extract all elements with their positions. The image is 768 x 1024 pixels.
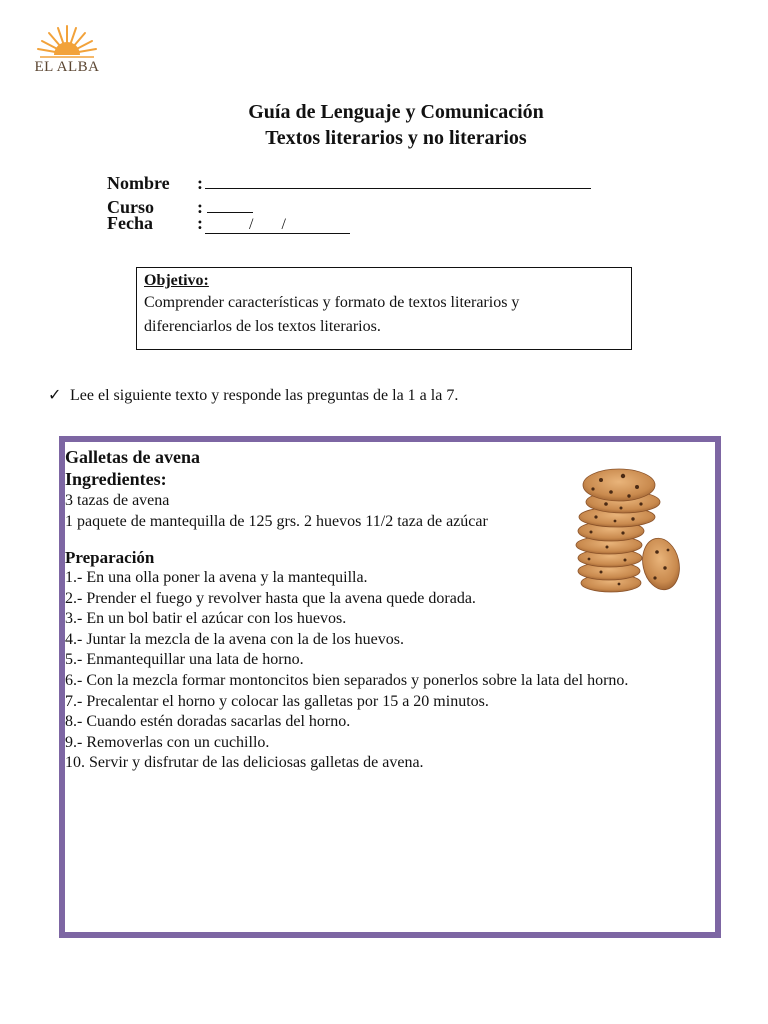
page-subtitle: Textos literarios y no literarios xyxy=(265,127,527,149)
step-item: 6.- Con la mezcla formar montoncitos bien separados y ponerlos sobre la lata del horno. xyxy=(65,671,629,689)
date-label: Fecha xyxy=(107,213,153,233)
objective-line-1: Comprender características y formato de textos literarios y xyxy=(144,294,520,311)
objective-line-2: diferenciarlos de los textos literarios. xyxy=(144,318,381,335)
step-item: 7.- Precalentar el horno y colocar las galletas por 15 a 20 minutos. xyxy=(65,692,489,710)
checkmark-icon: ✓ xyxy=(48,387,62,404)
step-item: 10. Servir y disfrutar de las deliciosas galletas de avena. xyxy=(65,754,424,772)
ingredients-heading: Ingredientes: xyxy=(65,469,167,489)
course-blank-line[interactable] xyxy=(207,196,253,213)
step-item: 9.- Removerlas con un cuchillo. xyxy=(65,733,270,751)
sunrise-icon xyxy=(34,24,100,60)
name-blank-line[interactable] xyxy=(205,172,591,189)
date-sep-1: / xyxy=(249,216,254,233)
date-field xyxy=(107,213,350,234)
course-colon: : xyxy=(197,197,203,217)
instruction-text: Lee el siguiente texto y responde las preguntas de la 1 a la 7. xyxy=(70,387,459,404)
ingredient-item: 3 tazas de avena xyxy=(65,492,170,509)
step-item: 4.- Juntar la mezcla de la avena con la de los huevos. xyxy=(65,630,404,648)
logo-text: EL ALBA xyxy=(34,59,100,75)
step-item: 1.- En una olla poner la avena y la mantequilla. xyxy=(65,569,368,586)
course-label: Curso xyxy=(107,197,155,217)
date-blank-line[interactable] xyxy=(205,217,350,234)
name-field xyxy=(107,172,591,193)
recipe-title: Galletas de avena xyxy=(65,447,200,467)
name-colon: : xyxy=(197,173,203,193)
instruction xyxy=(48,385,458,405)
step-item: 5.- Enmantequillar una lata de horno. xyxy=(65,651,304,669)
el-alba-logo xyxy=(34,24,100,80)
objective-box xyxy=(136,267,632,350)
date-sep-2: / xyxy=(281,216,286,233)
recipe-content xyxy=(65,446,628,774)
page-title: Guía de Lenguaje y Comunicación xyxy=(248,101,544,123)
preparation-heading: Preparación xyxy=(65,548,155,567)
recipe-box xyxy=(59,436,721,938)
step-item: 2.- Prender el fuego y revolver hasta que la avena quede dorada. xyxy=(65,589,476,607)
step-item: 8.- Cuando estén doradas sacarlas del horno. xyxy=(65,713,351,731)
ingredient-item: 1 paquete de mantequilla de 125 grs. 2 huevos 11/2 taza de azúcar xyxy=(65,513,488,530)
step-item: 3.- En un bol batir el azúcar con los huevos. xyxy=(65,610,347,628)
name-label: Nombre xyxy=(107,173,170,193)
date-colon: : xyxy=(197,213,203,233)
objective-heading: Objetivo: xyxy=(144,272,209,289)
cookie-stack-image xyxy=(571,460,681,600)
